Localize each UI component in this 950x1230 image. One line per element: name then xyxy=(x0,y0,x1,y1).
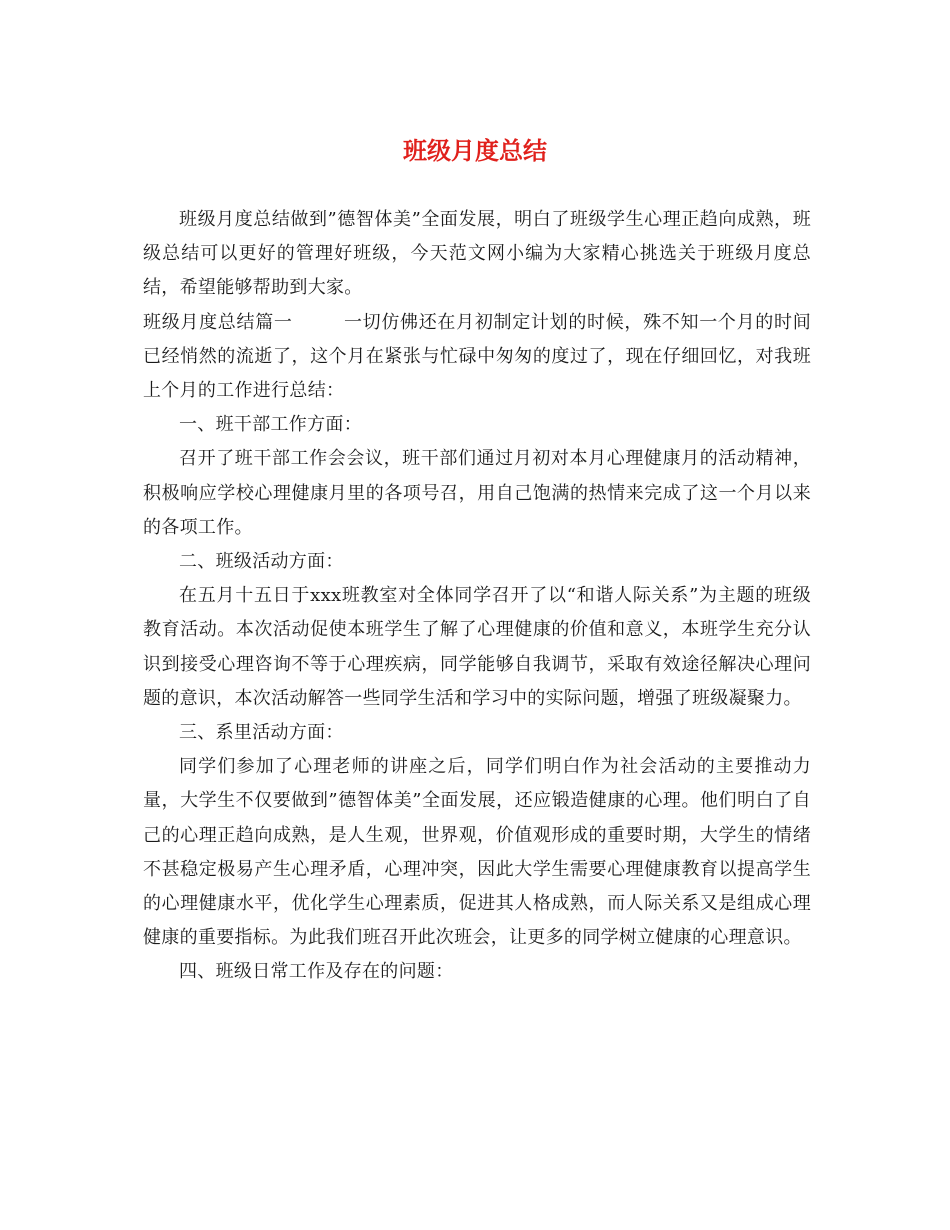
paragraph-class-cadre: 召开了班干部工作会会议，班干部们通过月初对本月心理健康月的活动精神，积极响应学校心理健康月里的各项号召，用自己饱满的热情来完成了这一个月以来的各项工作。 xyxy=(143,448,811,538)
document-title: 班级月度总结 xyxy=(403,137,547,165)
paragraph-class-activities: 在五月十五日于xxx班教室对全体同学召开了以“和谐人际关系”为主题的班级教育活动。本次活动促使本班学生了解了心理健康的价值和意义，本班学生充分认识到接受心理咨询不等于心理疾病，同学能够自我调节，采取有效途径解决心理问题的意识，本次活动解答一些同学生活和学习中的实际问题，增强了班级凝聚力。 xyxy=(143,585,811,709)
paragraph-department-activities: 同学们参加了心理老师的讲座之后，同学们明白作为社会活动的主要推动力量，大学生不仅要做到”德智体美”全面发展，还应锻造健康的心理。他们明白了自己的心理正趋向成熟，是人生观，世界观，价值观形成的重要时期，大学生的情绪不甚稳定极易产生心理矛盾，心理冲突，因此大学生需要心理健康教育以提高学生的心理健康水平，优化学生心理素质，促进其人格成熟，而人际关系又是组成心理健康的重要指标。为此我们班召开此次班会，让更多的同学树立健康的心理意识。 xyxy=(143,756,811,949)
section-heading-department-activities: 三、系里活动方面： xyxy=(179,722,344,744)
section-heading-class-cadre: 一、班干部工作方面： xyxy=(179,414,362,436)
document-body xyxy=(143,203,811,990)
section-heading-daily-work: 四、班级日常工作及存在的问题： xyxy=(179,961,454,983)
section-heading-class-activities: 二、班级活动方面： xyxy=(179,551,344,573)
paragraph-part-one-opening: 班级月度总结篇一 一切仿佛还在月初制定计划的时候，殊不知一个月的时间已经悄然的流逝了，这个月在紧张与忙碌中匆匆的度过了，现在仔细回忆，对我班上个月的工作进行总结： xyxy=(143,311,811,402)
paragraph-intro: 班级月度总结做到”德智体美”全面发展，明白了班级学生心理正趋向成熟，班级总结可以更好的管理好班级，今天范文网小编为大家精心挑选关于班级月度总结，希望能够帮助到大家。 xyxy=(143,209,811,299)
